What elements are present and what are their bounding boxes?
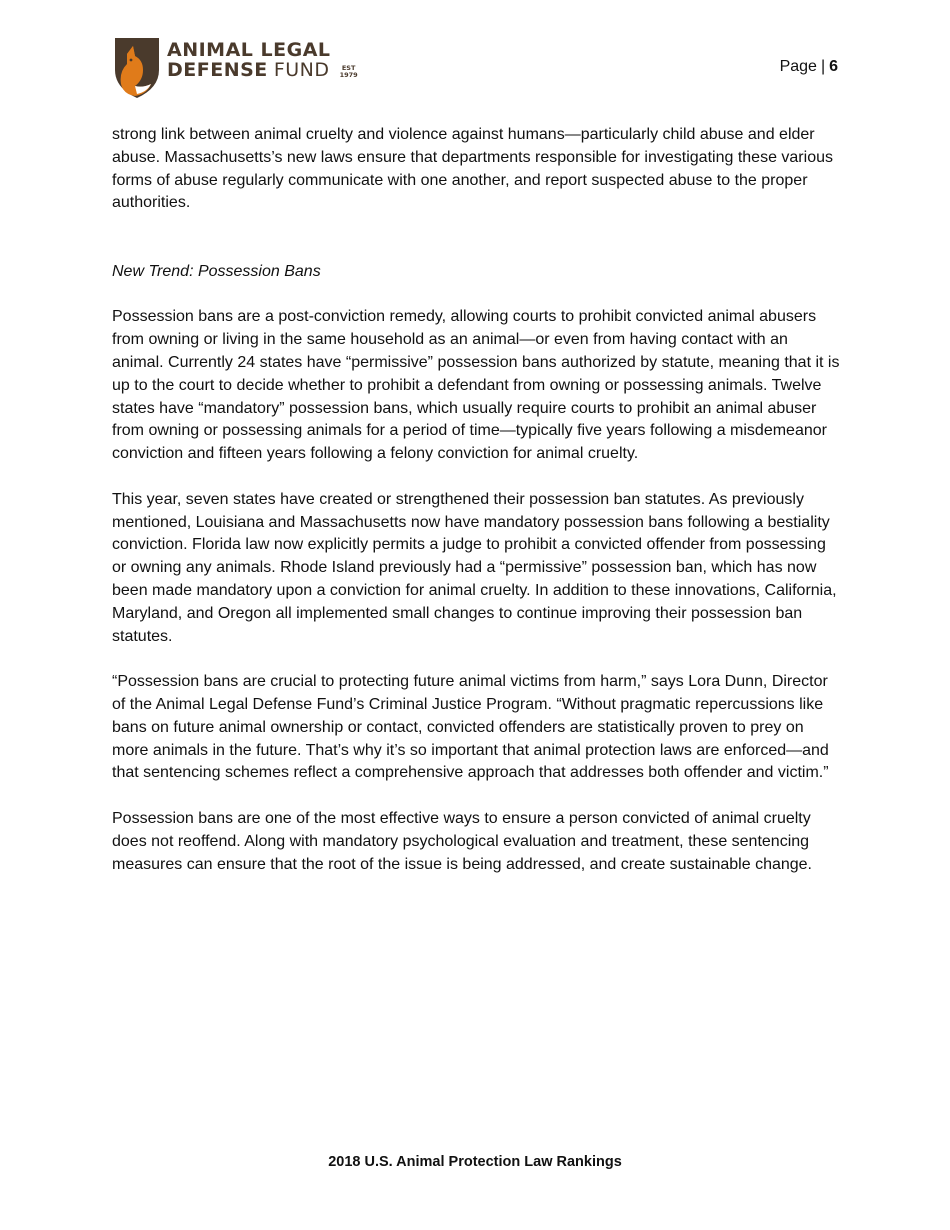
logo-est bbox=[340, 65, 358, 79]
page-label: Page bbox=[779, 58, 817, 75]
section-heading: New Trend: Possession Bans bbox=[112, 262, 321, 280]
page-number: 6 bbox=[829, 58, 838, 75]
paragraph-1: strong link between animal cruelty and violence against humans—particularly child abuse and elder abuse. Massachusetts’s new laws ensure that departments responsible for investigating these various forms of abuse regularly communicate with one another, and report suspected abuse to the proper authorities. bbox=[112, 126, 833, 212]
page-indicator bbox=[780, 58, 838, 76]
paragraph-4: “Possession bans are crucial to protecting future animal victims from harm,” says Lora Dunn, Director of the Animal Legal Defense Fund’s Criminal Justice Program. “Without pragmatic repercussions like bans on future animal ownership or contact, convicted offenders are statistically proven to prey on more animals in the future. That’s why it’s so important that animal protection laws are enforced—and that sentencing schemes reflect a comprehensive approach that addresses both offender and victim.” bbox=[112, 673, 829, 782]
logo-line2 bbox=[167, 61, 358, 80]
paragraph-2: Possession bans are a post-conviction remedy, allowing courts to prohibit convicted animal abusers from owning or living in the same household as an animal—or even from having contact with an animal. Currently 24 states have “permissive” possession bans authorized by statute, meaning that it is up to the court to decide whether to prohibit a defendant from owning or possessing animals. Twelve states have “mandatory” possession bans, which usually require courts to prohibit an animal abuser from owning or possessing animals for a period of time—typically five years following a misdemeanor conviction and fifteen years following a felony conviction for animal cruelty. bbox=[112, 308, 840, 463]
paragraph-5: Possession bans are one of the most effective ways to ensure a person convicted of animal cruelty does not reoffend. Along with mandatory psychological evaluation and treatment, these sentencing measures can ensure that the root of the issue is being addressed, and create sustainable change. bbox=[112, 809, 812, 873]
logo-est-year: 1979 bbox=[339, 71, 358, 79]
fox-shield-icon bbox=[113, 36, 163, 100]
paragraph-3: This year, seven states have created or strengthened their possession ban statutes. As previously mentioned, Louisiana and Massachusetts now have mandatory possession bans following a bestiality conviction. Florida law now explicitly permits a judge to prohibit a convicted offender from possessing or owning any animals. Rhode Island previously had a “permissive” possession ban, which has now been made mandatory upon a conviction for animal cruelty. In addition to these innovations, California, Maryland, and Oregon all implemented small changes to continue improving their possession ban statutes. bbox=[112, 490, 837, 645]
logo-line1: ANIMAL LEGAL bbox=[167, 39, 331, 61]
aldf-logo bbox=[113, 36, 363, 100]
page-footer: 2018 U.S. Animal Protection Law Rankings bbox=[328, 1154, 622, 1170]
document-body bbox=[112, 124, 842, 899]
logo-fund: FUND bbox=[273, 59, 330, 81]
logo-est-label: EST bbox=[341, 64, 356, 72]
page-separator: | bbox=[820, 58, 826, 75]
logo-defense: DEFENSE bbox=[167, 59, 268, 81]
page-header bbox=[0, 0, 950, 110]
paragraph-gap bbox=[112, 238, 842, 261]
